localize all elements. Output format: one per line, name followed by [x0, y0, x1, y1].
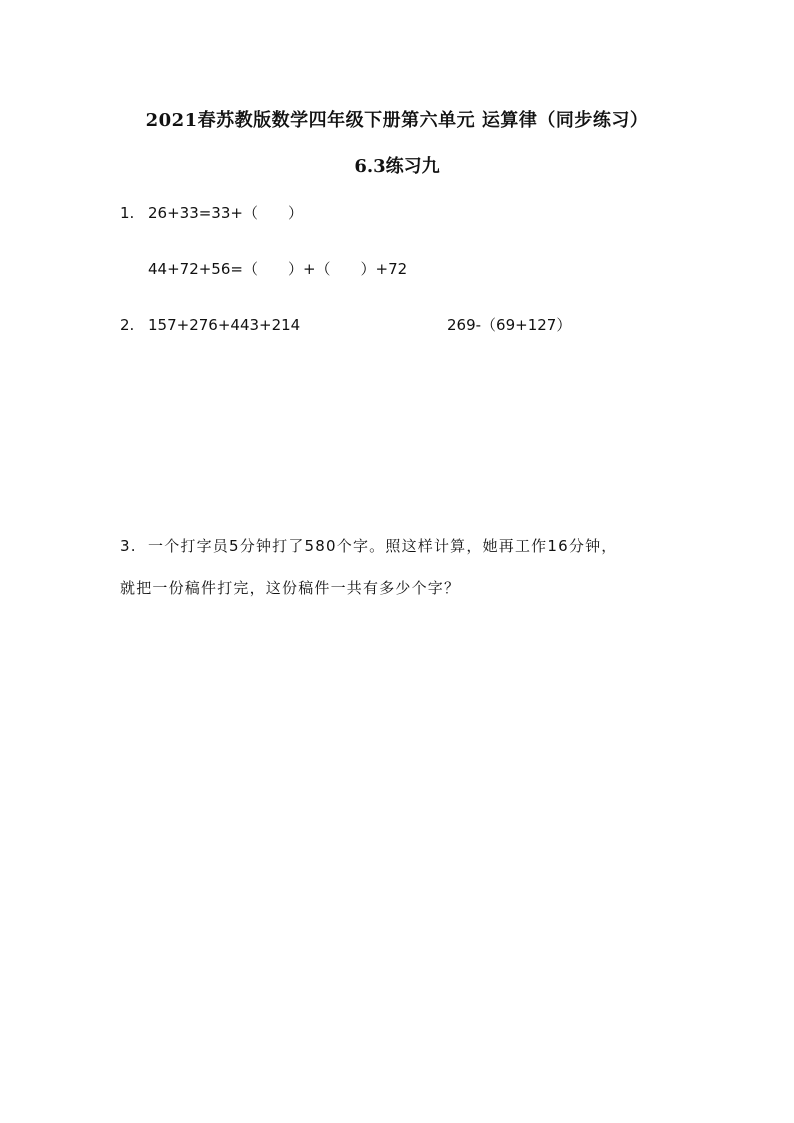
question-3-line-2	[120, 578, 460, 598]
question-1-line-2	[148, 259, 407, 279]
question-2-number: 2.	[120, 316, 135, 334]
question-2-left	[120, 315, 300, 335]
question-3-number: 3.	[120, 537, 137, 555]
question-1-expression-2: 44+72+56=（ ）+（ ）+72	[148, 260, 408, 278]
page-subtitle: 6.3练习九	[354, 156, 440, 177]
question-2-right	[447, 315, 571, 335]
question-2-expression-2: 269-（69+127）	[447, 316, 572, 334]
question-3-text-1: 一个打字员5分钟打了580个字。照这样计算，她再工作16分钟，	[148, 537, 618, 555]
question-1-line-1	[120, 203, 303, 223]
question-3-text-2: 就把一份稿件打完，这份稿件一共有多少个字？	[120, 579, 461, 597]
page-title: 2021春苏教版数学四年级下册第六单元 运算律（同步练习）	[145, 110, 649, 131]
question-3-line-1	[120, 536, 617, 556]
question-1-expression-1: 26+33=33+（ ）	[148, 204, 303, 222]
question-2-expression-1: 157+276+443+214	[148, 316, 301, 334]
question-1-number: 1.	[120, 204, 135, 222]
